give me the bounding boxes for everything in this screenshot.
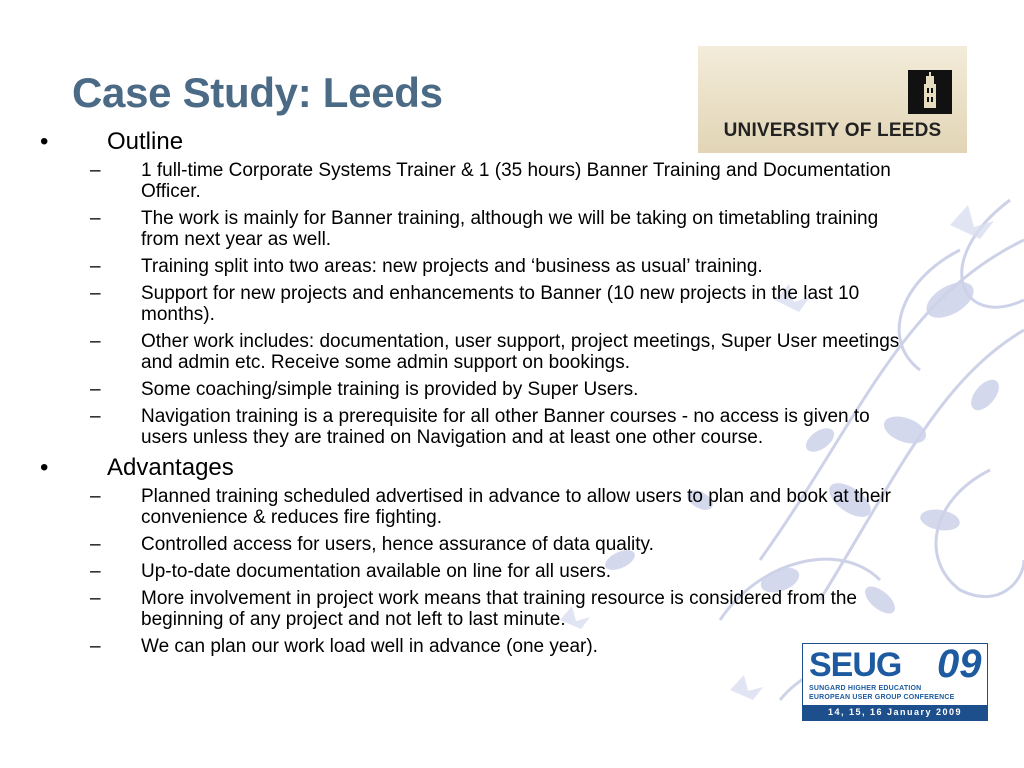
sub-bullet-text: Training split into two areas: new projects and ‘business as usual’ training. (141, 256, 763, 277)
sub-bullet-text: Controlled access for users, hence assurance of data quality. (141, 534, 654, 555)
seug-logo-word: SEUG (809, 646, 902, 684)
dash-icon: – (90, 534, 101, 555)
sub-bullet (40, 379, 920, 400)
dash-icon: – (90, 331, 101, 352)
dash-icon: – (90, 588, 101, 609)
sub-bullet (40, 406, 920, 448)
bullet-outline (40, 128, 920, 156)
dash-icon: – (90, 486, 101, 507)
sub-bullet-text: Some coaching/simple training is provided by Super Users. (141, 379, 639, 400)
sub-bullet-text: Planned training scheduled advertised in advance to allow users to plan and book at their convenience & reduces fire fighting. (141, 486, 891, 528)
sub-bullet-text: 1 full-time Corporate Systems Trainer & 1 (35 hours) Banner Training and Documentation Officer. (141, 160, 891, 202)
dash-icon: – (90, 561, 101, 582)
seug-logo-dates: 14, 15, 16 January 2009 (803, 705, 987, 720)
dash-icon: – (90, 406, 101, 427)
sub-bullet-text: Navigation training is a prerequisite for all other Banner courses - no access is given to users unless they are trained on Navigation and at least one other course. (141, 406, 870, 448)
sub-bullet (40, 486, 920, 528)
sub-bullet (40, 534, 920, 555)
sub-bullet (40, 283, 920, 325)
slide-content (40, 128, 920, 663)
bullet-icon: • (40, 128, 49, 155)
dash-icon: – (90, 208, 101, 229)
sub-bullet (40, 256, 920, 277)
parkinson-tower-icon (908, 70, 952, 114)
section-heading: Outline (107, 128, 184, 155)
dash-icon: – (90, 283, 101, 304)
sub-bullet (40, 331, 920, 373)
sub-bullet-text: More involvement in project work means that training resource is considered from the beginning of any project and not left to last minute. (141, 588, 857, 630)
seug-09-logo (802, 643, 988, 721)
sub-bullet-text: We can plan our work load well in advance (one year). (141, 636, 598, 657)
sub-bullet-text: Other work includes: documentation, user support, project meetings, Super User meetings and admin etc. Receive some admin support on bookings. (141, 331, 900, 373)
seug-logo-subtitle-1: SUNGARD HIGHER EDUCATION (809, 685, 922, 692)
bullet-advantages (40, 454, 920, 482)
sub-bullet-text: The work is mainly for Banner training, although we will be taking on timetabling training from next year as well. (141, 208, 879, 250)
sub-bullet (40, 636, 920, 657)
sub-bullet-text: Support for new projects and enhancements to Banner (10 new projects in the last 10 months). (141, 283, 860, 325)
dash-icon: – (90, 160, 101, 181)
seug-logo-subtitle-2: EUROPEAN USER GROUP CONFERENCE (809, 694, 955, 701)
sub-bullet (40, 160, 920, 202)
seug-logo-year: 09 (937, 642, 982, 686)
leeds-logo-text: UNIVERSITY OF LEEDS (723, 120, 942, 141)
sub-bullet (40, 208, 920, 250)
sub-bullet-text: Up-to-date documentation available on line for all users. (141, 561, 611, 582)
dash-icon: – (90, 636, 101, 657)
sub-bullet (40, 588, 920, 630)
slide-title: Case Study: Leeds (72, 69, 443, 116)
sub-bullet (40, 561, 920, 582)
dash-icon: – (90, 256, 101, 277)
bullet-icon: • (40, 454, 49, 481)
section-heading: Advantages (107, 454, 234, 481)
dash-icon: – (90, 379, 101, 400)
